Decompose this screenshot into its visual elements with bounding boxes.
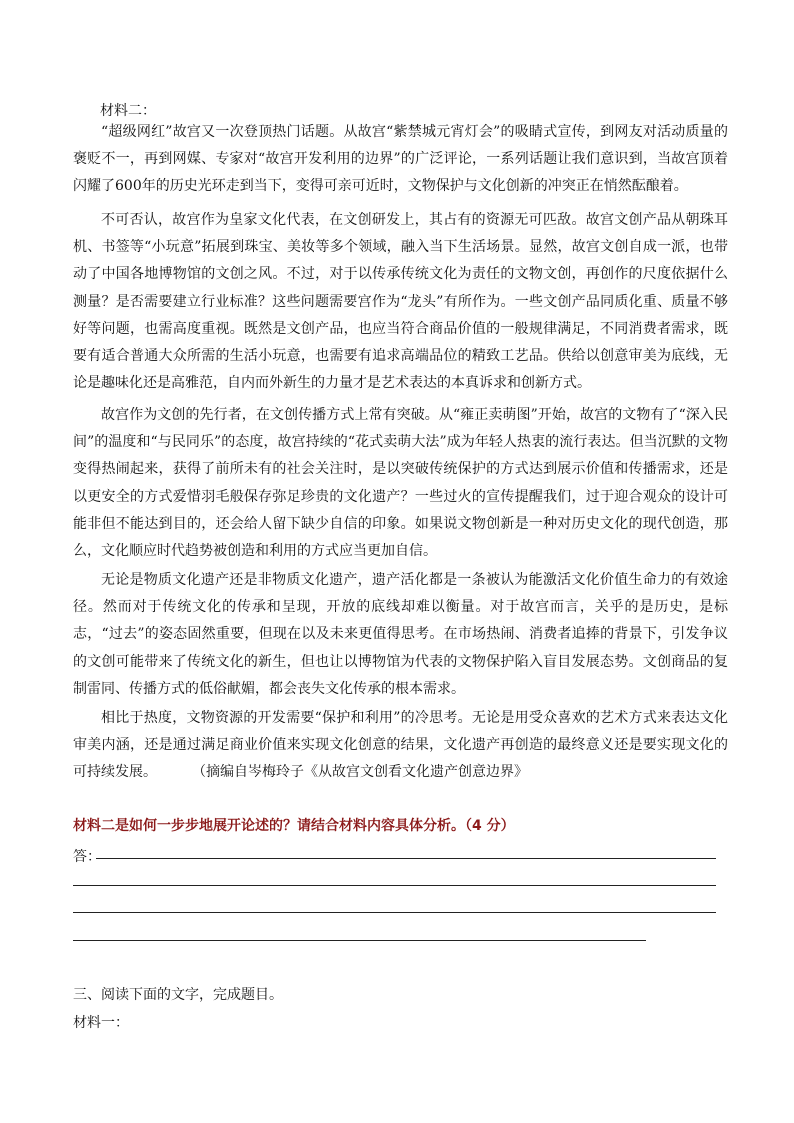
- source-citation: （摘编自岑梅玲子《从故宫文创看文化遗产创意边界》: [199, 764, 528, 781]
- answer-line: [73, 885, 716, 886]
- answer-line: [96, 858, 716, 859]
- answer-line: [73, 912, 716, 913]
- answer-line: [73, 940, 646, 941]
- paragraph-4: 无论是物质文化遗产还是非物质文化遗产，遗产活化都是一条被认为能激活文化价值生命力的有效途径。然而对于传统文化的传承和呈现，开放的底线却难以衡量。对于故宫而言，关乎的是历史，是标志，“过去”的姿态固然重要，但现在以及未来更值得思考。在市场热闹、消费者追捧的背景下，引发争议的文创可能带来了传统文化的新生，但也让以博物馆为代表的文物保护陷入盲目发展态势。文创商品的复制雷同、传播方式的低俗献媚，都会丧失文化传承的根本需求。: [73, 572, 728, 697]
- paragraph-3: 故宫作为文创的先行者，在文创传播方式上常有突破。从“雍正卖萌图”开始，故宫的文物有了“深入民间”的温度和“与民同乐”的态度，故宫持续的“花式卖萌大法”成为年轻人热衷的流行表达。但当沉默的文物变得热闹起来，获得了前所未有的社会关注时，是以突破传统保护的方式达到展示价值和传播需求，还是以更安全的方式爱惜羽毛般保存弥足珍贵的文化遗产？一些过火的宣传提醒我们，过于迎合观众的设计可能非但不能达到目的，还会给人留下缺少自信的印象。如果说文物创新是一种对历史文化的现代创造，那么，文化顺应时代趋势被创造和利用的方式应当更加自信。: [73, 407, 728, 560]
- answer-label: 答：: [73, 849, 101, 865]
- paragraph-5: [73, 705, 728, 787]
- material-one-heading: 材料一：: [73, 1015, 129, 1031]
- material-two-heading: 材料二：: [100, 103, 156, 119]
- section-three-heading: 三、阅读下面的文字，完成题目。: [73, 987, 283, 1003]
- paragraph-1: “超级网红”故宫又一次登顶热门话题。从故宫“紫禁城元宵灯会”的吸睛式宣传，到网友对活动质量的褒贬不一，再到网媒、专家对“故宫开发利用的边界”的广泛评论，一系列话题让我们意识到，当故宫顶着闪耀了600年的历史光环走到当下，变得可亲可近时，文物保护与文化创新的冲突正在悄然酝酿着。: [73, 124, 728, 195]
- paragraph-2: 不可否认，故宫作为皇家文化代表，在文创研发上，其占有的资源无可匹敌。故宫文创产品从朝珠耳机、书签等“小玩意”拓展到珠宝、美妆等多个领域，融入当下生活场景。显然，故宫文创自成一派，也带动了中国各地博物馆的文创之风。不过，对于以传承传统文化为责任的文物文创，再创作的尺度依据什么测量？是否需要建立行业标准？这些问题需要宫作为“龙头”有所作为。一些文创产品同质化重、质量不够好等问题，也需高度重视。既然是文创产品，也应当符合商品价值的一般规律满足，不同消费者需求，既要有适合普通大众所需的生活小玩意，也需要有追求高端品位的精致工艺品。供给以创意审美为底线，无论是趣味化还是高雅范，自内而外新生的力量才是艺术表达的本真诉求和创新方式。: [73, 212, 728, 392]
- question-prompt: 材料二是如何一步步地展开论述的？请结合材料内容具体分析。（4 分）: [73, 818, 515, 834]
- paragraph-5-text: 相比于热度，文物资源的开发需要“保护和利用”的冷思考。无论是用受众喜欢的艺术方式来表达文化审美内涵，还是通过满足商业价值来实现文化创意的结果，文化遗产再创造的最终意义还是要实现文化的可持续发展。: [73, 710, 728, 781]
